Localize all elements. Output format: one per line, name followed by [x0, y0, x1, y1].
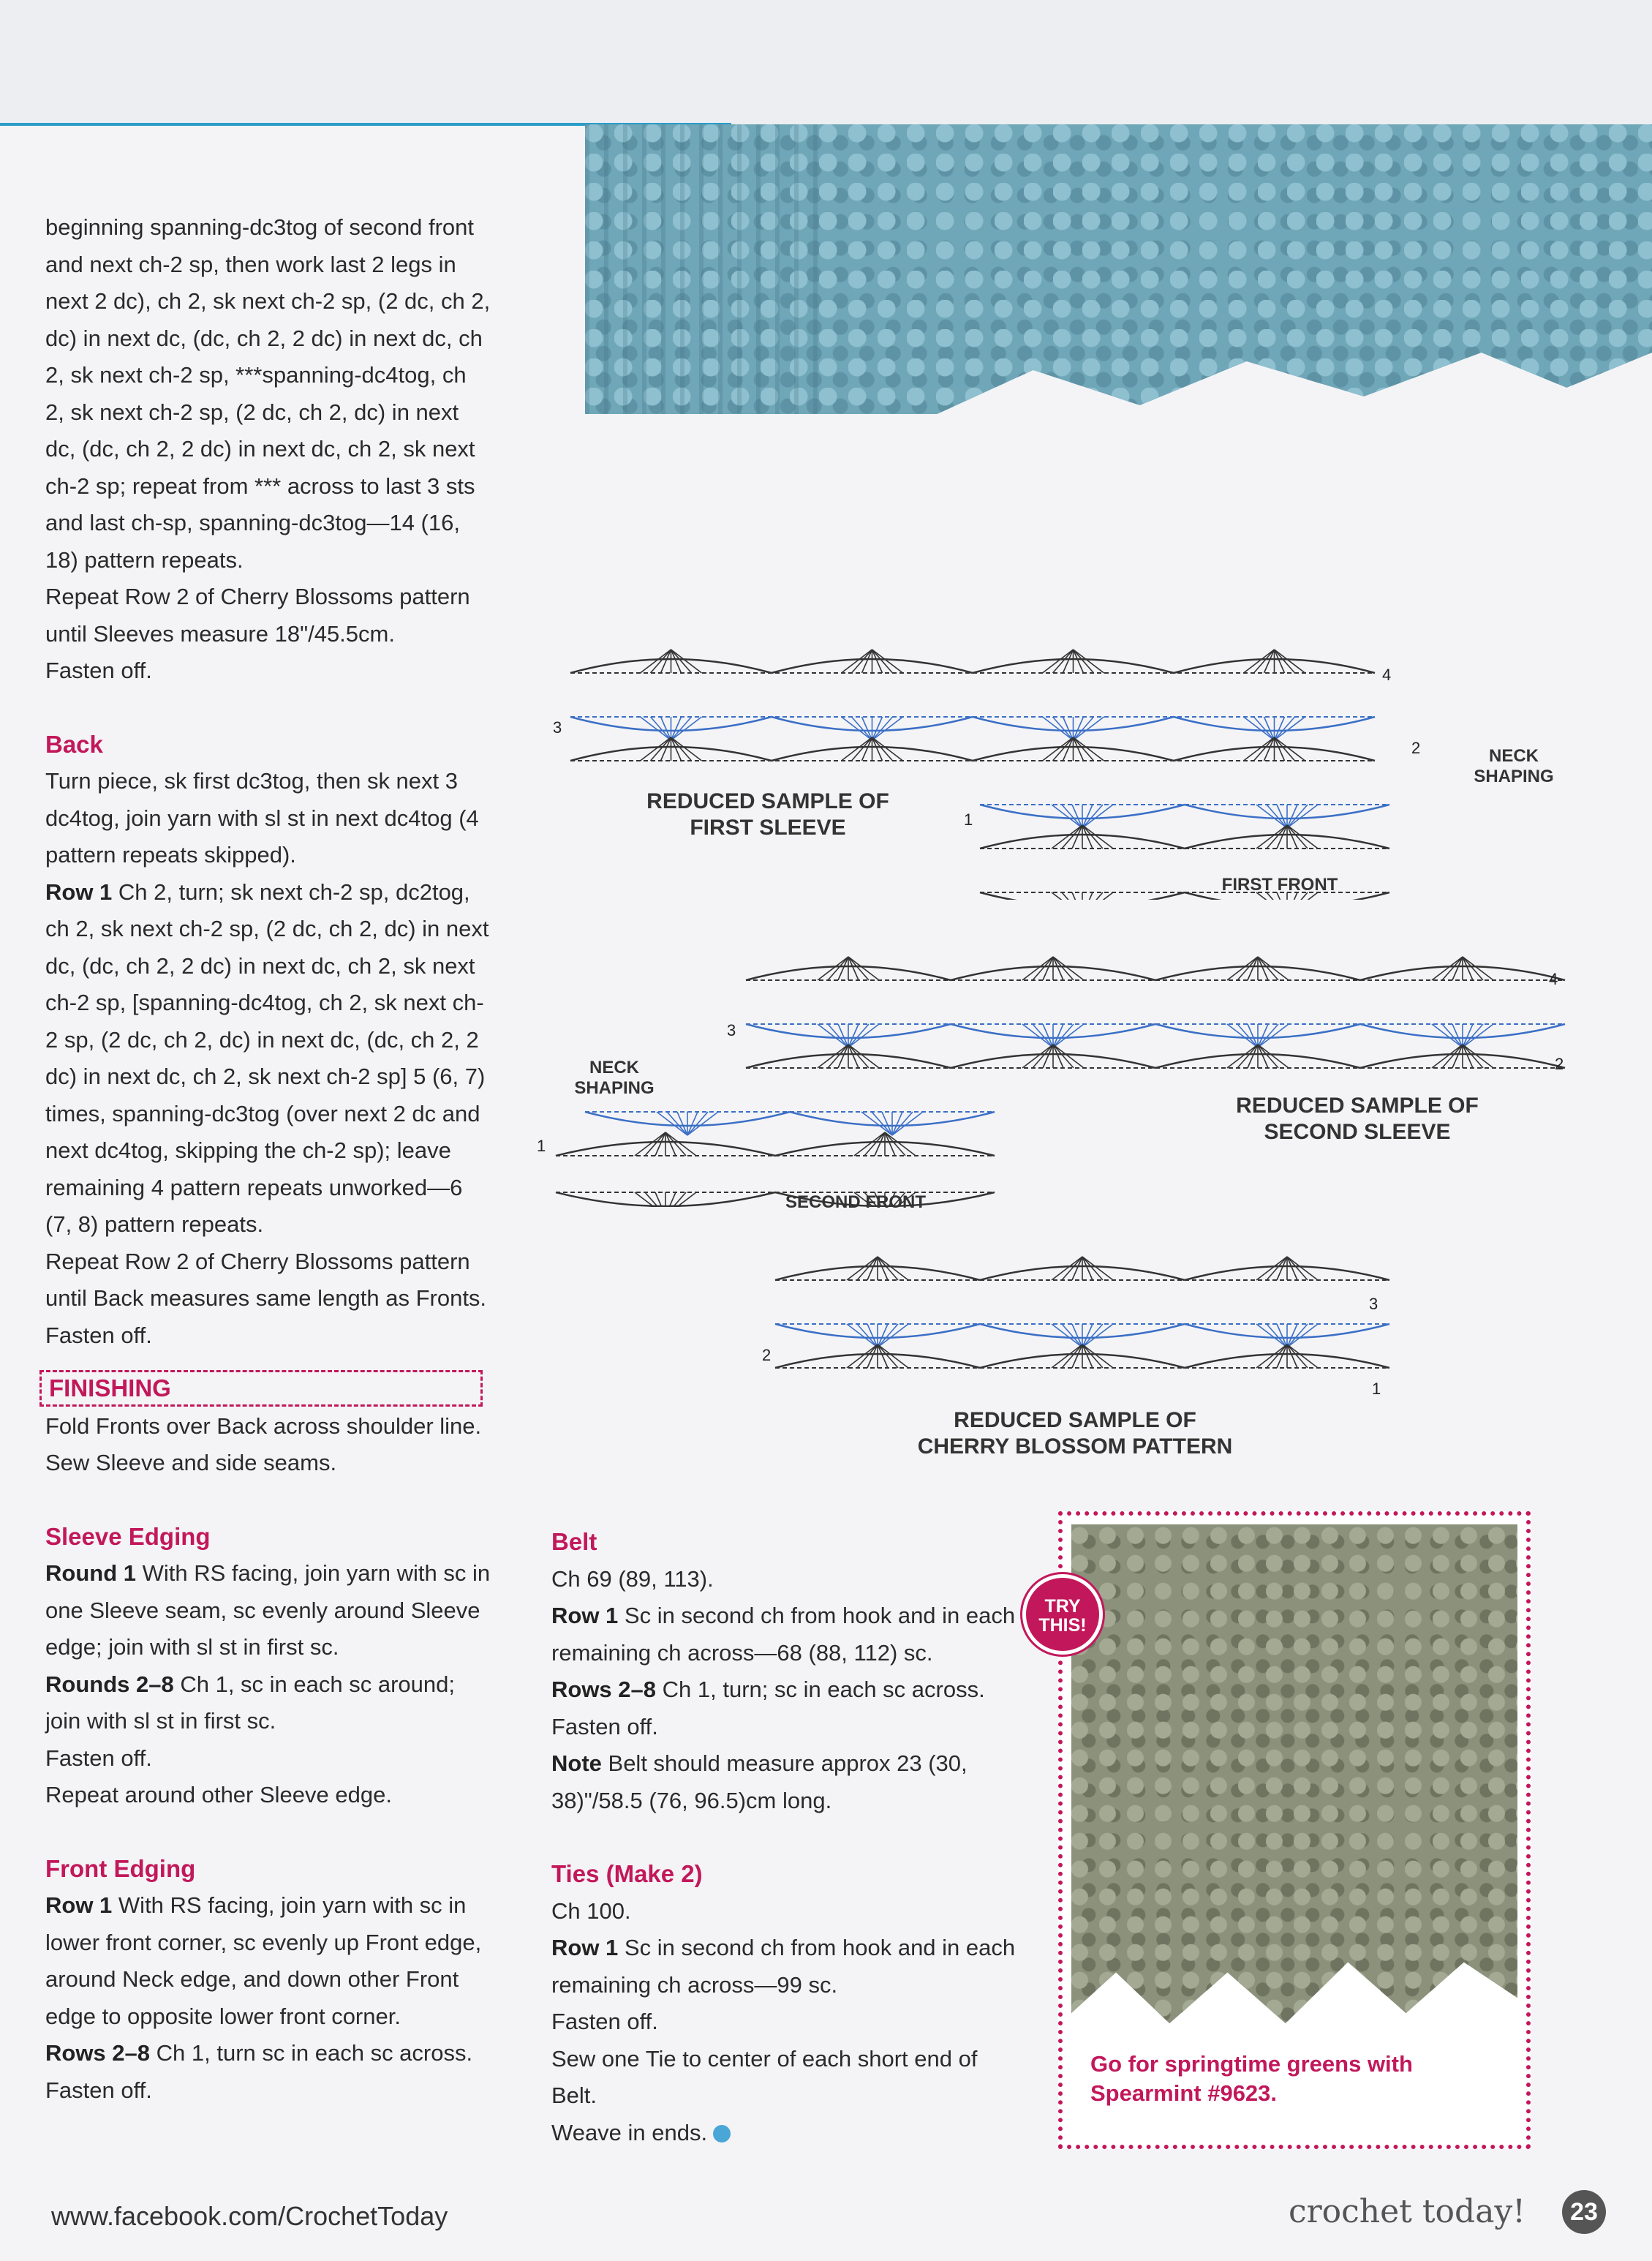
stitch-stroke — [872, 717, 893, 740]
stitch-stroke — [1442, 957, 1463, 980]
stitch-stroke — [1463, 1045, 1483, 1068]
stitch-stroke — [1053, 737, 1074, 761]
stitch-stroke — [878, 1324, 898, 1347]
stitch-stroke — [828, 1024, 848, 1047]
stitch-stroke — [665, 1192, 676, 1207]
first-sleeve-label: REDUCED SAMPLE OF FIRST SLEEVE — [646, 789, 889, 840]
stitch-stroke — [857, 1344, 878, 1368]
stitch-stroke — [1275, 650, 1295, 673]
stitch-stroke — [1033, 1024, 1053, 1047]
stitch-stroke — [1275, 717, 1295, 740]
stitch-chart — [556, 957, 1565, 1207]
stitch-stroke — [651, 737, 671, 761]
finishing-heading: FINISHING — [39, 1370, 483, 1407]
stitch-stroke — [1053, 1024, 1074, 1047]
top-banner — [0, 0, 1652, 124]
stitch-stroke — [1053, 650, 1074, 673]
stitch-stroke — [1062, 1344, 1082, 1368]
cherry-blossom-diagram — [761, 1244, 1419, 1412]
stitch-stroke — [1287, 1324, 1308, 1347]
stitch-stroke — [651, 650, 671, 673]
stitch-stroke — [651, 717, 671, 740]
row-text: Ch 1, sc in each sc around; join with sl st in first sc. — [45, 1671, 455, 1734]
stitch-stroke — [1237, 957, 1258, 980]
stitch-stroke — [1082, 1344, 1103, 1368]
row-text: Sc in second ch from hook and in each remaining ch across—99 sc. — [551, 1935, 1016, 1998]
stitch-stroke — [1062, 805, 1082, 828]
stitch-stroke — [1287, 1344, 1308, 1368]
stitch-stroke — [828, 957, 848, 980]
stitch-stroke — [1463, 957, 1483, 980]
stitch-stroke — [1258, 1024, 1278, 1047]
stitch-stroke — [1267, 1324, 1287, 1347]
stitch-stroke — [1074, 737, 1094, 761]
belt-heading: Belt — [551, 1528, 597, 1555]
stitch-stroke — [665, 1192, 686, 1207]
stitch-stroke — [848, 1045, 869, 1068]
stitch-stroke — [857, 1324, 878, 1347]
text-paragraph: Repeat Row 2 of Cherry Blossoms pattern until Sleeves measure 18"/45.5cm. — [45, 584, 470, 647]
page-number: 23 — [1562, 2190, 1606, 2234]
ties-heading: Ties (Make 2) — [551, 1860, 703, 1887]
crochet-today-logo: crochet today! — [1289, 2193, 1525, 2230]
row-text: Ch 2, turn; sk next ch-2 sp, dc2tog, ch 2, sk next ch-2 sp, (2 dc, ch 2, dc) in next dc, (dc, ch 2, 2 dc) in next dc, ch 2, sk next ch-2 sp, [spanning-dc4tog, ch 2, sk next ch-2 sp, (2 dc, ch 2, dc) in next dc, (dc, ch 2, 2 dc) in next dc, ch 2, sk next ch-2 sp] 5 (6, 7) times, spanning-dc3tog (over next 2 dc and next dc4tog, skipping the ch-2 sp); leave remaining 4 pattern repeats unworked—6 (7, 8) pattern repeats. — [45, 879, 489, 1237]
row-text: Sc in second ch from hook and in each remaining ch across—68 (88, 112) sc. — [551, 1603, 1016, 1666]
text-paragraph: Fasten off. — [45, 2077, 152, 2103]
blue-crochet-photo — [585, 124, 1652, 563]
stitch-stroke — [1074, 717, 1094, 740]
try-this-box — [1058, 1511, 1531, 2149]
row-number: 1 — [537, 1137, 546, 1155]
text-paragraph: Sew one Tie to center of each short end of Belt. — [551, 2045, 978, 2108]
stitch-stroke — [1275, 737, 1295, 761]
front-edging-heading: Front Edging — [45, 1854, 196, 1882]
row-text: With RS facing, join yarn with sc in lower front corner, sc evenly up Front edge, around Neck edge, and down other Front edge to opposite lower front corner. — [45, 1892, 482, 2029]
stitch-stroke — [1033, 1045, 1053, 1068]
stitch-stroke — [864, 1132, 885, 1156]
facebook-link[interactable]: www.facebook.com/CrochetToday — [51, 2201, 448, 2231]
stitch-stroke — [667, 1112, 687, 1135]
stitch-stroke — [1287, 1257, 1308, 1280]
stitch-stroke — [852, 717, 872, 740]
text-paragraph: Fasten off. — [551, 1713, 658, 1739]
row-text: With RS facing, join yarn with sc in one Sleeve seam, sc evenly around Sleeve edge; join with sl st in first sc. — [45, 1560, 491, 1660]
stitch-stroke — [1062, 1257, 1082, 1280]
stitch-stroke — [1033, 957, 1053, 980]
stitch-stroke — [671, 717, 692, 740]
stitch-stroke — [878, 1257, 898, 1280]
stitch-stroke — [1267, 1344, 1287, 1368]
row-label: Round 1 — [45, 1560, 136, 1586]
stitch-stroke — [885, 1132, 905, 1156]
stitch-stroke — [1082, 805, 1103, 828]
stitch-stroke — [645, 1132, 665, 1156]
stitch-stroke — [1082, 1257, 1103, 1280]
first-sleeve-diagram — [556, 622, 1580, 900]
stitch-stroke — [1442, 1045, 1463, 1068]
stitch-stroke — [687, 1112, 708, 1135]
neck-shaping-label: NECK SHAPING — [1474, 746, 1554, 786]
sleeve-edging-heading: Sleeve Edging — [45, 1522, 211, 1550]
text-paragraph: Ch 69 (89, 113). — [551, 1565, 714, 1592]
stitch-stroke — [1254, 717, 1275, 740]
text-paragraph: Fasten off. — [45, 658, 152, 683]
text-paragraph: Repeat Row 2 of Cherry Blossoms pattern until Back measures same length as Fronts. — [45, 1248, 487, 1311]
stitch-stroke — [872, 650, 893, 673]
row-label: Rows 2–8 — [45, 2040, 151, 2066]
row-number: 3 — [1369, 1295, 1378, 1313]
text-paragraph: Fold Fronts over Back across shoulder line. Sew Sleeve and side seams. — [45, 1412, 482, 1475]
stitch-stroke — [1074, 650, 1094, 673]
second-front-label: SECOND FRONT — [785, 1192, 926, 1212]
text-paragraph: Turn piece, sk first dc3tog, then sk next 3 dc4tog, join yarn with sl st in next dc4tog (4 pattern repeats skipped). — [45, 768, 479, 868]
text-paragraph: Fasten off. — [45, 1322, 152, 1348]
text-paragraph: Weave in ends. — [551, 2119, 708, 2145]
stitch-stroke — [852, 737, 872, 761]
row-number: 3 — [553, 718, 562, 737]
stitch-stroke — [828, 1045, 848, 1068]
text-paragraph: Fasten off. — [45, 1745, 152, 1771]
text-paragraph: Ch 100. — [551, 1897, 631, 1924]
row-text: Ch 1, turn; sc in each sc across. — [662, 1677, 985, 1702]
second-sleeve-diagram — [541, 929, 1580, 1207]
stitch-stroke — [1442, 1024, 1463, 1047]
stitch-stroke — [671, 737, 692, 761]
stitch-stroke — [655, 1192, 665, 1207]
text-paragraph: Repeat around other Sleeve edge. — [45, 1782, 392, 1807]
row-number: 2 — [762, 1346, 772, 1364]
stitch-stroke — [1053, 957, 1074, 980]
stitch-stroke — [671, 650, 692, 673]
stitch-stroke — [1072, 892, 1082, 900]
middle-column — [551, 1524, 1019, 2151]
row-number: 2 — [1411, 739, 1421, 757]
row-instruction — [45, 874, 491, 1244]
row-number: 3 — [727, 1021, 736, 1039]
text-paragraph: beginning spanning-dc3tog of second front and next ch-2 sp, then work last 2 legs in next 2 dc), ch 2, sk next ch-2 sp, (2 dc, ch 2, dc) in next dc, (dc, ch 2, 2 dc) in next dc, ch 2, sk next ch-2 sp, ***spanning-dc4tog, ch 2, sk next ch-2 sp, (2 dc, ch 2, dc) in next dc, (dc, ch 2, 2 dc) in next dc, ch 2, sk next ch-2 sp; repeat from *** across to last 3 sts and last ch-sp, spanning-dc3tog—14 (16, 18) pattern repeats. — [45, 214, 491, 573]
row-number: 1 — [1372, 1380, 1381, 1398]
neck-shaping-label: NECK SHAPING — [574, 1058, 655, 1098]
row-text: Ch 1, turn sc in each sc across. — [156, 2040, 473, 2066]
stitch-stroke — [1082, 892, 1093, 900]
row-label: Row 1 — [551, 1935, 619, 1960]
stitch-stroke — [878, 1344, 898, 1368]
stitch-stroke — [1267, 805, 1287, 828]
row-number: 1 — [964, 810, 973, 829]
stitch-stroke — [1062, 825, 1082, 849]
stitch-stroke — [1254, 737, 1275, 761]
row-label: Row 1 — [45, 879, 113, 905]
stitch-stroke — [848, 1024, 869, 1047]
stitch-stroke — [1082, 825, 1103, 849]
note-label: Note — [551, 1750, 602, 1776]
stitch-stroke — [1062, 1324, 1082, 1347]
back-heading: Back — [45, 730, 103, 758]
row-label: Rounds 2–8 — [45, 1671, 174, 1697]
row-label: Rows 2–8 — [551, 1677, 657, 1702]
row-number: 4 — [1549, 970, 1558, 988]
end-mark-icon — [713, 2125, 731, 2143]
stitch-stroke — [1053, 717, 1074, 740]
stitch-stroke — [1258, 1045, 1278, 1068]
stitch-stroke — [857, 1257, 878, 1280]
row-label: Row 1 — [45, 1892, 113, 1918]
stitch-stroke — [665, 1132, 686, 1156]
note-text: Belt should measure approx 23 (30, 38)"/58.5 (76, 96.5)cm long. — [551, 1750, 968, 1813]
stitch-stroke — [1287, 825, 1308, 849]
stitch-stroke — [1267, 1257, 1287, 1280]
row-number: 4 — [1382, 666, 1392, 684]
text-paragraph: Fasten off. — [551, 2009, 658, 2034]
stitch-stroke — [852, 650, 872, 673]
try-this-caption: Go for springtime greens with Spearmint #9623. — [1090, 2051, 1413, 2106]
stitch-stroke — [1082, 1324, 1103, 1347]
stitch-stroke — [1237, 1024, 1258, 1047]
cherry-blossom-label: REDUCED SAMPLE OF CHERRY BLOSSOM PATTERN — [917, 1408, 1233, 1459]
stitch-stroke — [1254, 650, 1275, 673]
stitch-stroke — [1267, 825, 1287, 849]
stitch-stroke — [1463, 1024, 1483, 1047]
left-column — [45, 209, 491, 2109]
second-sleeve-label: REDUCED SAMPLE OF SECOND SLEEVE — [1236, 1094, 1479, 1144]
stitch-stroke — [645, 1192, 665, 1207]
stitch-stroke — [892, 1112, 913, 1135]
green-crochet-photo — [1071, 1524, 1517, 2034]
stitch-chart — [775, 1257, 1389, 1368]
stitch-chart — [570, 650, 1392, 900]
stitch-stroke — [1258, 957, 1278, 980]
stitch-stroke — [848, 957, 869, 980]
stitch-stroke — [1053, 1045, 1074, 1068]
stitch-stroke — [872, 737, 893, 761]
try-this-badge: TRY THIS! — [1022, 1574, 1103, 1655]
stitch-stroke — [1287, 805, 1308, 828]
row-number: 2 — [1555, 1055, 1564, 1073]
stitch-stroke — [1237, 1045, 1258, 1068]
row-label: Row 1 — [551, 1603, 619, 1628]
stitch-stroke — [872, 1112, 892, 1135]
first-front-label: FIRST FRONT — [1221, 875, 1338, 895]
